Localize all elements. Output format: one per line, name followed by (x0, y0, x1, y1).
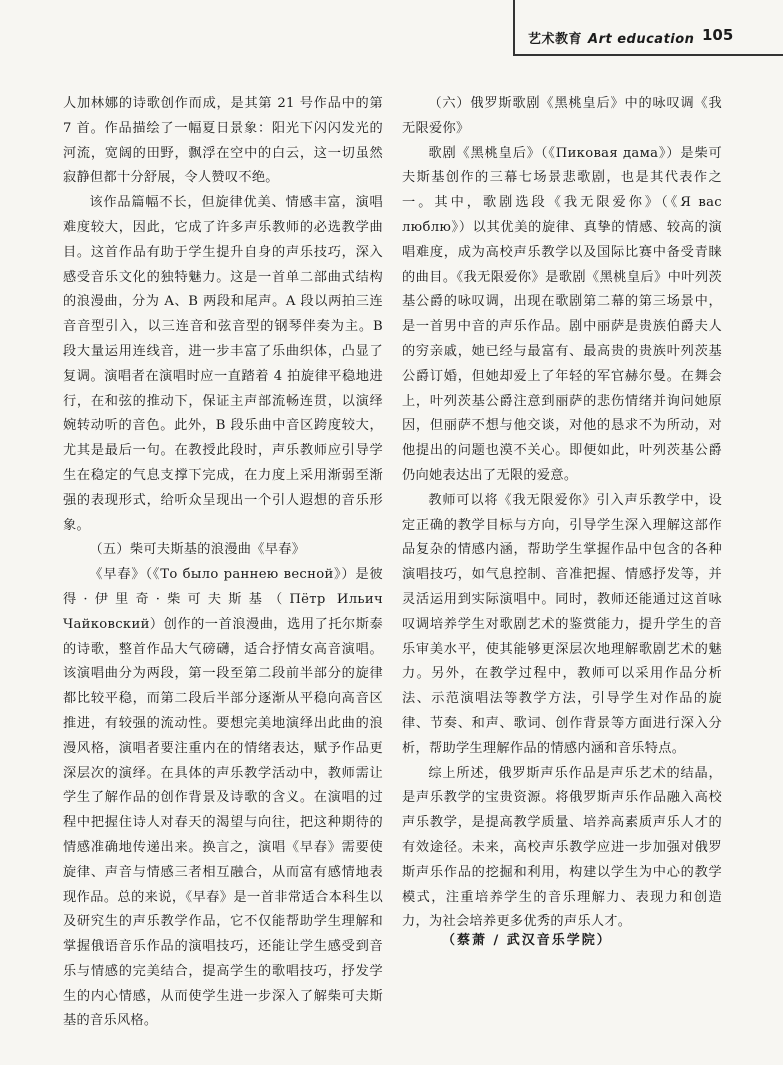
section-heading: （五）柴可夫斯基的浪漫曲《早春》 (89, 542, 306, 558)
page-number: 105 (702, 26, 734, 44)
header-divider-vertical (513, 0, 515, 56)
header-divider-horizontal (513, 54, 783, 56)
paragraph: 歌剧《黑桃皇后》（《Пиковая дама》）是柴可夫斯基创作的三幕七场景悲歌剧，也是其代表作之一。其中，歌剧选段《我无限爱你》（《Я вас люблю》）以其优美的旋律、真挚的情感、较高的演唱难度，成为高校声乐教学以及国际比赛中备受青睐的曲目。《我无限爱你》是歌剧《黑桃皇后》中叶列茨基公爵的咏叹调，出现在歌剧第二幕的第三场景中，是一首男中音的声乐作品。剧中丽萨是贵族伯爵夫人的穷亲戚，她已经与最富有、最高贵的贵族叶列茨基公爵订婚，但她却爱上了年轻的军官赫尔曼。在舞会上，叶列茨基公爵注意到丽萨的悲伤情绪并询问她原因，但丽萨不想与他交谈，对他的恳求不为所动，对他提出的问题也漠不关心。即便如此，叶列茨基公爵仍向她表达出了无限的爱意。 (402, 145, 722, 483)
paragraph: 教师可以将《我无限爱你》引入声乐教学中，设定正确的教学目标与方向，引导学生深入理解这部作品复杂的情感内涵，帮助学生掌握作品中包含的各种演唱技巧，如气息控制、音准把握、情感抒发等，并灵活运用到实际演唱中。同时，教师还能通过这首咏叹调培养学生对歌剧艺术的鉴赏能力，提升学生的音乐审美水平，使其能够更深层次地理解歌剧艺术的魅力。另外，在教学过程中，教师可以采用作品分析法、示范演唱法等教学方法，引导学生对作品的旋律、节奏、和声、歌词、创作背景等方面进行深入分析，帮助学生理解作品的情感内涵和音乐特点。 (402, 492, 722, 756)
paragraph: 该作品篇幅不长，但旋律优美、情感丰富，演唱难度较大，因此，它成了许多声乐教师的必选教学曲目。这首作品有助于学生提升自身的声乐技巧，深入感受音乐文化的独特魅力。这是一首单二部曲式结构的浪漫曲，分为 A、B 两段和尾声。A 段以两拍三连音音型引入，以三连音和弦音型的钢琴伴奏为主。B 段大量运用连线音，进一步丰富了乐曲织体，凸显了复调。演唱者在演唱时应一直踏着 4 拍旋律平稳地进行，在和弦的推动下，保证主声部流畅连贯，以演绎婉转动听的音色。此外，B 段乐曲中音区跨度较大，尤其是最后一句。在教授此段时，声乐教师应引导学生在稳定的气息支撑下完成，在力度上采用渐弱至渐强的表现形式，给听众呈现出一个引人遐想的音乐形象。 (63, 195, 383, 533)
section-heading: （六）俄罗斯歌剧《黑桃皇后》中的咏叹调《我无限爱你》 (402, 96, 722, 136)
header-title-cn: 艺术教育 (528, 32, 583, 47)
paragraph: 综上所述，俄罗斯声乐作品是声乐艺术的结晶，是声乐教学的宝贵资源。将俄罗斯声乐作品融入高校声乐教学，是提高教学质量、培养高素质声乐人才的有效途径。未来，高校声乐教学应进一步加强对俄罗斯声乐作品的挖掘和利用，构建以学生为中心的教学模式，注重培养学生的音乐理解力、表现力和创造力，为社会培养更多优秀的声乐人才。 (402, 765, 722, 930)
left-column (63, 92, 383, 1034)
paragraph: 人加林娜的诗歌创作而成，是其第 21 号作品中的第 7 首。作品描绘了一幅夏日景象：阳光下闪闪发光的河流，宽阔的田野，飘浮在空中的白云，这一切虽然寂静但都十分舒展，令人赞叹不绝。 (63, 96, 383, 186)
header-title-en: Art education (588, 32, 695, 47)
running-header (528, 28, 694, 47)
right-column (402, 92, 722, 935)
author-signature: （蔡萧 / 武汉音乐学院） (442, 933, 612, 948)
paragraph: 《早春》（《То было раннею весной》）是彼得·伊里奇·柴可夫斯基（Пётр Ильич Чайковский）创作的一首浪漫曲，选用了托尔斯泰的诗歌，整首作品大气磅礴，适合抒情女高音演唱。该演唱曲分为两段，第一段至第二段前半部分的旋律都比较平稳，而第二段后半部分逐渐从平稳向高音区推进，有较强的流动性。要想完美地演绎出此曲的浪漫风格，演唱者要注重内在的情绪表达，赋予作品更深层次的演绎。在具体的声乐教学活动中，教师需让学生了解作品的创作背景及诗歌的含义。在演唱的过程中把握住诗人对春天的渴望与向往，把这种期待的情感准确地传递出来。换言之，演唱《早春》需要使旋律、声音与情感三者相互融合，从而富有感情地表现作品。总的来说，《早春》是一首非常适合本科生以及研究生的声乐教学作品，它不仅能帮助学生理解和掌握俄语音乐作品的演唱技巧，还能让学生感受到音乐与情感的完美结合，提高学生的歌唱技巧，抒发学生的内心情感，从而使学生进一步深入了解柴可夫斯基的音乐风格。 (63, 567, 383, 1029)
